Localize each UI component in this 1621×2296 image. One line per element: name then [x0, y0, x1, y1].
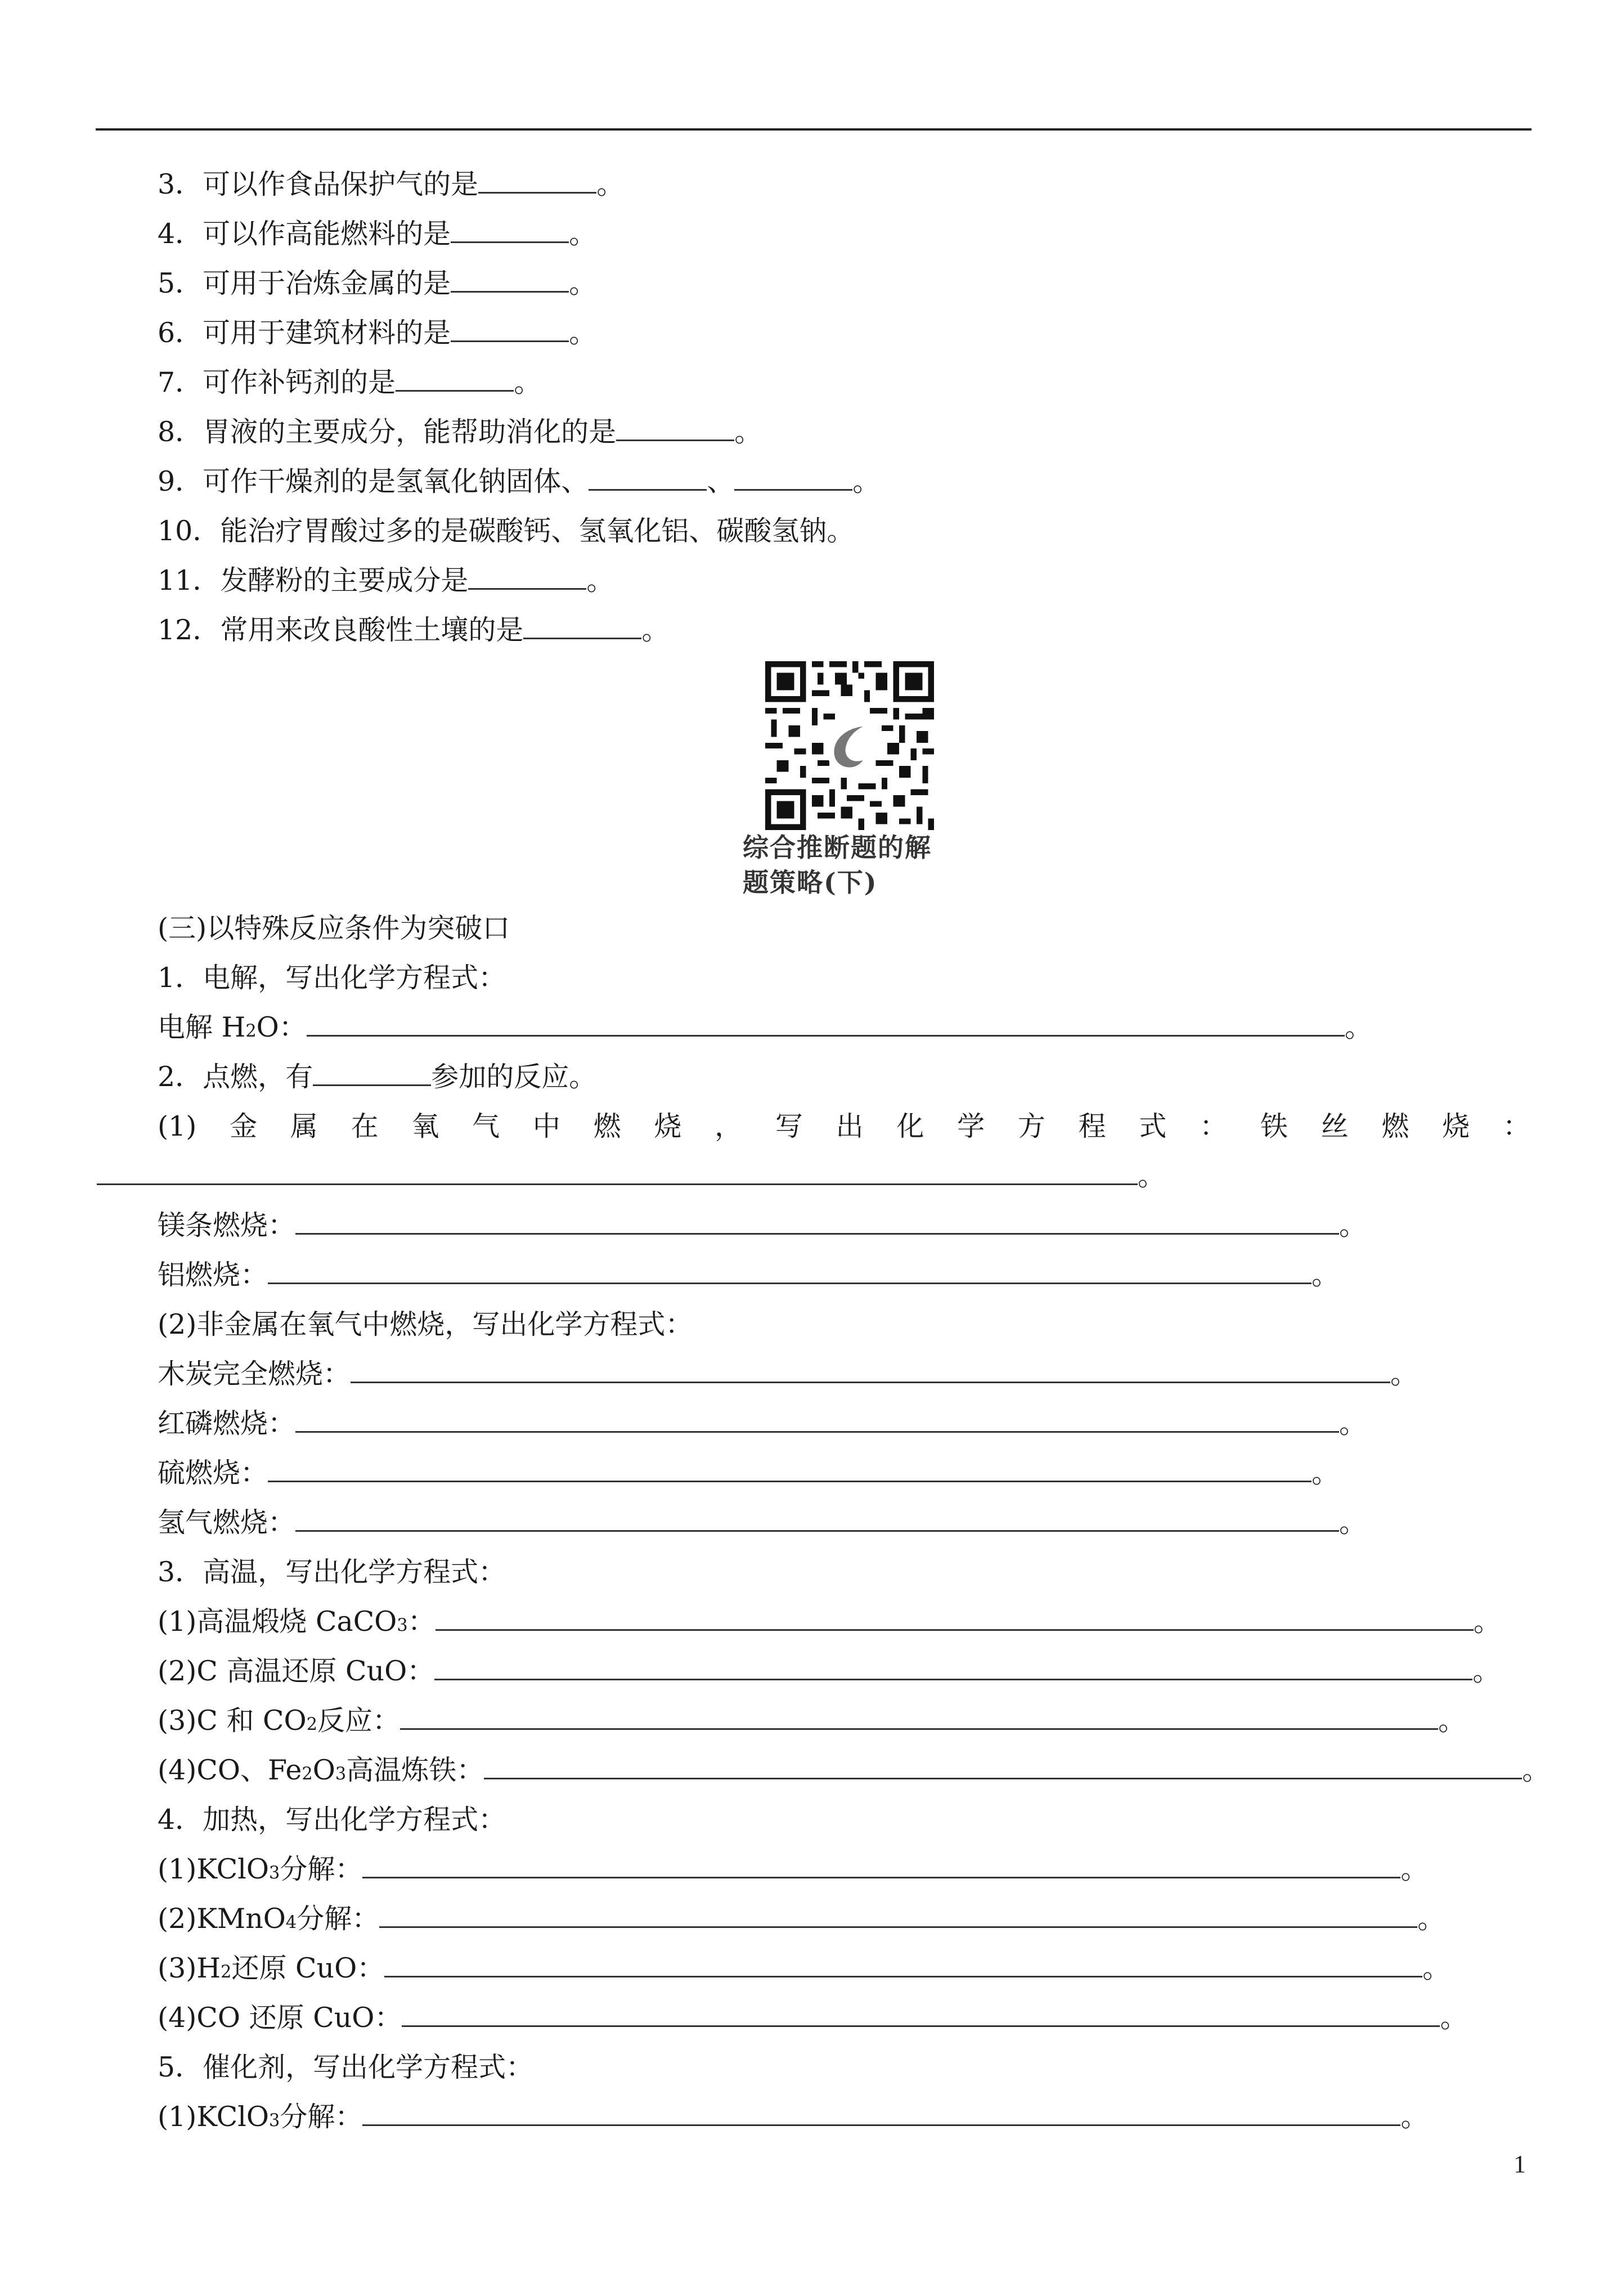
question-text: 7．可作补钙剂的是 — [158, 366, 396, 398]
punctuation: 。 — [586, 564, 614, 597]
answer-blank[interactable] — [451, 314, 569, 342]
punctuation: 。 — [1339, 1506, 1367, 1539]
equation-line — [158, 1597, 1501, 1647]
punctuation: 。 — [514, 366, 542, 398]
punctuation: 。 — [1473, 1606, 1501, 1638]
spread-char: 燃 — [1381, 1110, 1409, 1142]
question-title-text: 2．点燃，有 — [158, 1061, 313, 1093]
spread-char: 气 — [472, 1110, 500, 1142]
section-heading — [158, 904, 510, 953]
qr-code-image[interactable] — [765, 661, 934, 830]
subscript: 4 — [285, 1913, 297, 1932]
answer-blank[interactable] — [362, 2098, 1400, 2126]
spread-char: 氧 — [411, 1110, 439, 1142]
spread-char: (1) — [158, 1110, 197, 1142]
question-line — [158, 259, 596, 308]
question-text: 6．可用于建筑材料的是 — [158, 317, 451, 349]
answer-blank[interactable] — [295, 1405, 1339, 1433]
equation-label: (4)CO、Fe — [158, 1754, 302, 1786]
equation-label: O： — [256, 1011, 307, 1043]
question-line — [158, 556, 614, 606]
answer-blank[interactable] — [400, 1702, 1438, 1730]
spread-char: 中 — [532, 1110, 560, 1142]
question-title-text: 1．电解，写出化学方程式： — [158, 962, 506, 994]
answer-blank[interactable] — [351, 1355, 1390, 1383]
punctuation: 。 — [1417, 1903, 1445, 1935]
equation-label: ： — [407, 1606, 435, 1638]
subscript: 2 — [245, 1021, 257, 1041]
punctuation: 。 — [1400, 2101, 1429, 2133]
question-line — [158, 160, 624, 209]
equation-line — [158, 1449, 1339, 1498]
spread-char: 出 — [836, 1110, 864, 1142]
punctuation: 。 — [596, 168, 625, 200]
punctuation: 。 — [569, 218, 597, 250]
spread-char: 丝 — [1321, 1110, 1349, 1142]
question-title — [158, 1548, 506, 1597]
question-title — [158, 1795, 506, 1845]
subscript: 3 — [335, 1764, 347, 1784]
question-line — [158, 457, 880, 506]
question-title-text: 3．高温，写出化学方程式： — [158, 1556, 506, 1588]
equation-line — [158, 1993, 1467, 2043]
equation-label: 木炭完全燃烧： — [158, 1358, 351, 1390]
equation-line — [158, 1647, 1500, 1696]
equation-label: 电解 H — [158, 1011, 246, 1043]
answer-blank[interactable] — [384, 1949, 1422, 1977]
qr-caption-line: 题策略(下) — [743, 867, 878, 898]
equation-label: (1)KClO — [158, 2101, 270, 2133]
spread-char: 烧 — [654, 1110, 682, 1142]
answer-blank[interactable] — [307, 1008, 1345, 1037]
equation-label: 分解： — [297, 1903, 380, 1935]
answer-blank[interactable] — [734, 463, 852, 491]
answer-blank[interactable] — [362, 1850, 1400, 1878]
answer-blank[interactable] — [451, 264, 569, 293]
answer-blank[interactable] — [435, 1603, 1474, 1631]
answer-blank[interactable] — [295, 1504, 1339, 1532]
subscript: 3 — [269, 2111, 280, 2131]
answer-blank[interactable] — [313, 1058, 431, 1086]
equation-line — [158, 1944, 1450, 1993]
question-text: 5．可用于冶炼金属的是 — [158, 267, 451, 299]
subscript: 3 — [269, 1863, 280, 1883]
equation-label: 硫燃烧： — [158, 1457, 268, 1489]
punctuation: 。 — [569, 317, 597, 349]
equation-label: 还原 CuO： — [231, 1952, 385, 1984]
spread-char: 在 — [351, 1110, 379, 1142]
equation-line — [158, 1250, 1339, 1300]
equation-label: (1)高温煅烧 CaCO — [158, 1606, 397, 1638]
equation-line — [158, 1845, 1428, 1894]
question-title-text: 参加的反应。 — [431, 1061, 597, 1093]
question-line — [158, 358, 541, 407]
punctuation: 。 — [569, 267, 597, 299]
equation-line — [158, 1349, 1418, 1399]
punctuation: 。 — [1422, 1952, 1451, 1984]
punctuation: 。 — [641, 614, 670, 646]
subscript: 3 — [397, 1616, 408, 1635]
equation-label: 分解： — [280, 2101, 363, 2133]
equation-line — [158, 1696, 1466, 1746]
spread-char: ， — [715, 1110, 743, 1142]
punctuation: 。 — [1522, 1754, 1550, 1786]
answer-blank[interactable] — [589, 463, 707, 491]
punctuation: 。 — [1138, 1160, 1166, 1192]
punctuation: 。 — [1400, 1853, 1429, 1885]
answer-blank[interactable] — [478, 165, 596, 194]
subscript: 2 — [302, 1764, 313, 1784]
statement-text: 10．能治疗胃酸过多的是碳酸钙、氢氧化铝、碳酸氢钠。 — [158, 515, 855, 547]
punctuation: 。 — [1344, 1011, 1372, 1043]
spread-char: 属 — [290, 1110, 318, 1142]
punctuation: 。 — [1472, 1655, 1501, 1687]
question-line — [158, 407, 762, 457]
equation-label: 铝燃烧： — [158, 1259, 268, 1291]
answer-blank[interactable] — [268, 1454, 1312, 1482]
answer-blank[interactable] — [484, 1751, 1522, 1779]
answer-blank[interactable] — [434, 1652, 1472, 1680]
answer-blank[interactable] — [379, 1900, 1417, 1928]
equation-line — [158, 1399, 1367, 1449]
equation-label: (3)H — [158, 1952, 221, 1984]
answer-blank[interactable] — [396, 364, 514, 392]
equation-label: 镁条燃烧： — [158, 1209, 296, 1241]
question-title — [158, 953, 506, 1003]
subscript: 2 — [221, 1962, 232, 1982]
equation-label: (2)C 高温还原 CuO： — [158, 1655, 435, 1687]
spread-char: 写 — [775, 1110, 803, 1142]
equation-line — [158, 1003, 1372, 1052]
equation-label: O — [312, 1754, 335, 1786]
spread-char: 烧 — [1442, 1110, 1470, 1142]
equation-line — [158, 1746, 1550, 1795]
equation-line — [158, 1498, 1367, 1548]
punctuation: 。 — [1312, 1259, 1340, 1291]
question-line — [158, 606, 669, 655]
question-title-text: (2)非金属在氧气中燃烧，写出化学方程式： — [158, 1308, 693, 1340]
equation-label: (4)CO 还原 CuO： — [158, 2002, 402, 2034]
question-line — [158, 308, 596, 358]
punctuation: 。 — [734, 416, 762, 448]
question-text: 11．发酵粉的主要成分是 — [158, 564, 469, 597]
question-text: 3．可以作食品保护气的是 — [158, 168, 479, 200]
equation-label: 反应： — [317, 1705, 401, 1737]
spread-char: ： — [1200, 1110, 1228, 1142]
spread-char: 金 — [230, 1110, 258, 1142]
equation-label: 红磷燃烧： — [158, 1407, 296, 1440]
punctuation: 。 — [1440, 2002, 1468, 2034]
equation-label: 氢气燃烧： — [158, 1506, 296, 1539]
question-title-text: 4．加热，写出化学方程式： — [158, 1804, 506, 1836]
subscript: 2 — [306, 1715, 318, 1734]
page-number: 1 — [1514, 2150, 1526, 2178]
header-rule — [96, 128, 1532, 131]
spread-char: ： — [1502, 1110, 1530, 1142]
question-title — [158, 1052, 596, 1102]
qr-caption-line: 综合推断题的解 — [743, 832, 932, 863]
equation-label: (2)KMnO — [158, 1903, 286, 1935]
spread-char: 学 — [957, 1110, 985, 1142]
answer-blank[interactable] — [402, 1999, 1440, 2027]
punctuation: 。 — [1339, 1407, 1367, 1440]
equation-label: 高温炼铁： — [346, 1754, 484, 1786]
punctuation: 。 — [1339, 1209, 1367, 1241]
answer-blank[interactable] — [97, 1157, 1138, 1185]
spread-char: 程 — [1078, 1110, 1106, 1142]
question-line — [158, 209, 596, 259]
punctuation: 。 — [1390, 1358, 1418, 1390]
punctuation: 。 — [1312, 1457, 1340, 1489]
question-text: 12．常用来改良酸性土壤的是 — [158, 614, 524, 646]
punctuation: 。 — [1438, 1705, 1466, 1737]
answer-blank[interactable] — [295, 1207, 1339, 1235]
qr-caption — [743, 830, 979, 900]
equation-line — [158, 1201, 1367, 1250]
spread-char: 化 — [896, 1110, 924, 1142]
equation-label: (1)KClO — [158, 1853, 270, 1885]
spread-char: 方 — [1017, 1110, 1045, 1142]
punctuation: 。 — [852, 465, 881, 497]
question-text: 9．可作干燥剂的是氢氧化钠固体、 — [158, 465, 589, 497]
question-line — [158, 506, 854, 556]
spread-char: 燃 — [593, 1110, 621, 1142]
question-text: 4．可以作高能燃料的是 — [158, 218, 451, 250]
spread-char: 铁 — [1260, 1110, 1288, 1142]
question-text: 8．胃液的主要成分，能帮助消化的是 — [158, 416, 617, 448]
equation-label: (3)C 和 CO — [158, 1705, 307, 1737]
question-title — [158, 2043, 533, 2092]
equation-line — [158, 2092, 1428, 2142]
spread-char: 式 — [1139, 1110, 1167, 1142]
justified-question-line — [158, 1102, 1530, 1151]
equation-label: 分解： — [280, 1853, 363, 1885]
section-heading-text: (三)以特殊反应条件为突破口 — [158, 912, 510, 944]
answer-blank[interactable] — [268, 1256, 1312, 1284]
question-title — [158, 1300, 693, 1349]
equation-line — [97, 1151, 1165, 1201]
punctuation: 、 — [707, 465, 735, 497]
answer-blank[interactable] — [523, 611, 641, 639]
answer-blank[interactable] — [468, 562, 586, 590]
question-title-text: 5．催化剂，写出化学方程式： — [158, 2051, 534, 2083]
equation-line — [158, 1894, 1445, 1944]
answer-blank[interactable] — [451, 215, 569, 243]
answer-blank[interactable] — [616, 413, 734, 441]
